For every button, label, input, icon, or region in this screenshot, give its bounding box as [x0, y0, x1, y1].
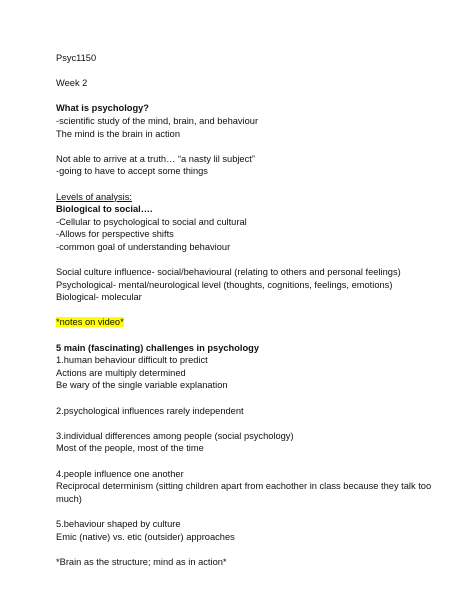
note-line: Most of the people, most of the time [56, 443, 204, 454]
challenge-item: 3.individual differences among people (social psychology) [56, 430, 294, 441]
note-line: Reciprocal determinism (sitting children apart from eachother in class because they talk too much) [56, 481, 432, 504]
note-line: Emic (native) vs. etic (outsider) approaches [56, 531, 235, 542]
note-line: -scientific study of the mind, brain, and behaviour [56, 115, 259, 126]
section-heading-levels-of-analysis: Levels of analysis: [56, 191, 132, 202]
course-code: Psyc1150 [56, 53, 97, 63]
highlighted-note: *notes on video* [56, 317, 124, 328]
note-line: -Allows for perspective shifts [56, 229, 174, 240]
note-line: Be wary of the single variable explanation [56, 380, 228, 391]
footer-note: *Brain as the structure; mind as in action* [56, 556, 227, 567]
note-line: The mind is the brain in action [56, 128, 181, 139]
note-line: -going to have to accept some things [56, 166, 208, 177]
note-line: Actions are multiply determined [56, 367, 186, 378]
note-line: Social culture influence- social/behavioural (relating to others and personal feelings) [56, 267, 401, 278]
section-heading-challenges: 5 main (fascinating) challenges in psychology [56, 342, 260, 353]
section-heading-what-is-psychology: What is psychology? [56, 103, 149, 114]
challenge-item: 5.behaviour shaped by culture [56, 518, 181, 529]
challenge-item: 4.people influence one another [56, 468, 184, 479]
challenge-item: 2.psychological influences rarely independent [56, 405, 244, 416]
note-line: -common goal of understanding behaviour [56, 241, 231, 252]
week-label: Week 2 [56, 78, 88, 89]
note-line: Not able to arrive at a truth… “a nasty lil subject” [56, 153, 255, 164]
note-line: -Cellular to psychological to social and cultural [56, 216, 247, 227]
document-body [56, 52, 436, 568]
challenge-item: 1.human behaviour difficult to predict [56, 355, 208, 366]
note-line: Psychological- mental/neurological level (thoughts, cognitions, feelings, emotions) [56, 279, 393, 290]
subheading-biological-to-social: Biological to social…. [56, 204, 153, 215]
note-line: Biological- molecular [56, 292, 142, 303]
